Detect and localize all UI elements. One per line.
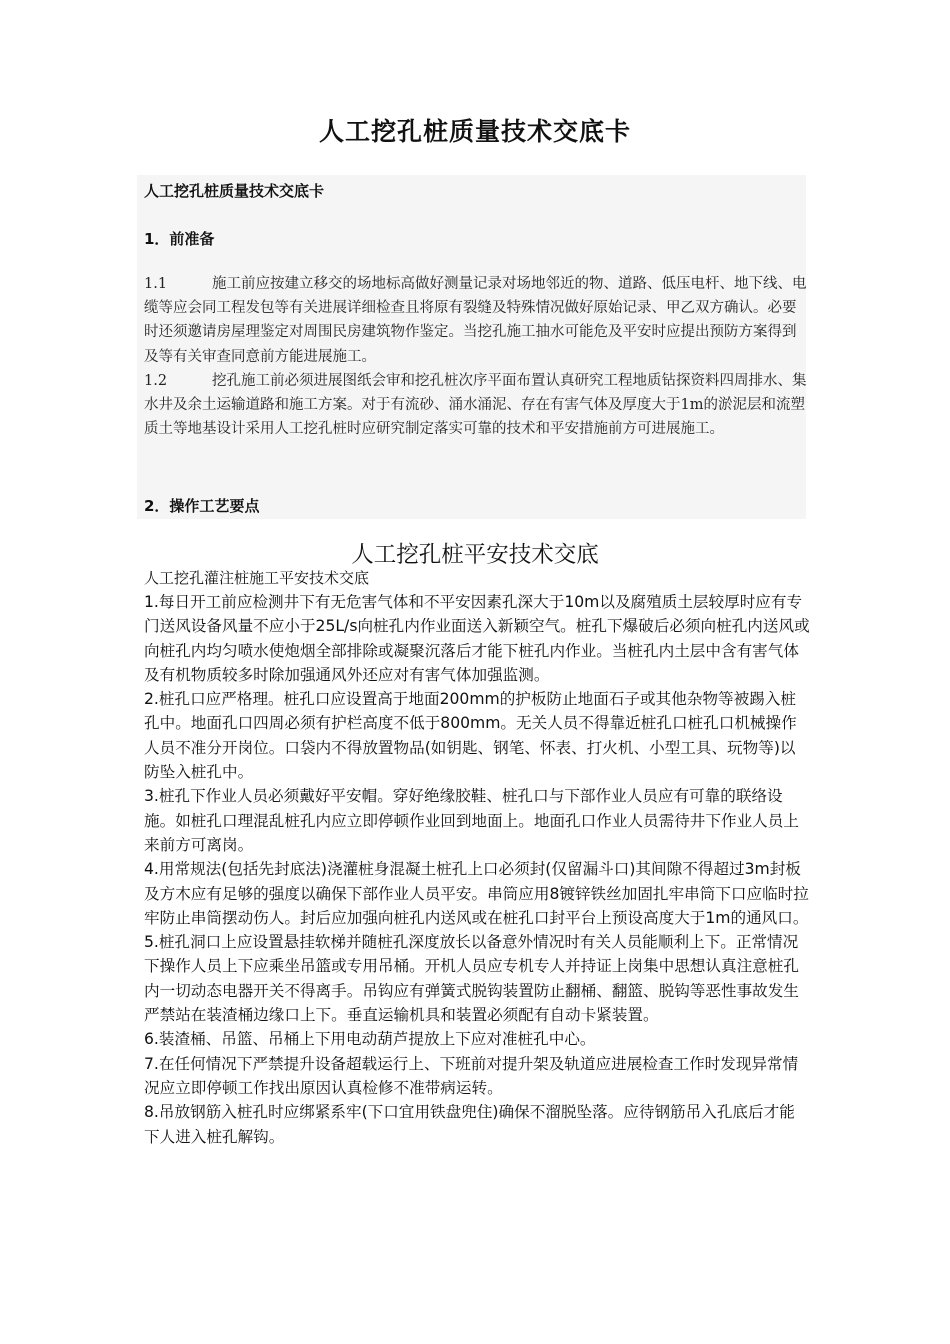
safety-item: 8.吊放钢筋入桩孔时应绑紧系牢(下口宜用铁盘兜住)确保不溜脱坠落。应待钢筋吊入孔底后才能下人进入桩孔解钩。: [144, 1103, 795, 1146]
quality-card-heading: 人工挖孔桩质量技术交底卡: [144, 182, 325, 200]
safety-item: 3.桩孔下作业人员必须戴好平安帽。穿好绝缘胶鞋、桩孔口与下部作业人员应有可靠的联络设施。如桩孔口理混乱桩孔内应立即停顿作业回到地面上。地面孔口作业人员需待井下作业人员上来前方可离岗。: [144, 787, 799, 854]
safety-title: 人工挖孔桩平安技术交底: [351, 542, 599, 568]
safety-item: 6.装渣桶、吊篮、吊桶上下用电动葫芦提放上下应对准桩孔中心。: [144, 1030, 596, 1049]
paragraph-text: 挖孔施工前必须进展图纸会审和挖孔桩次序平面布置认真研究工程地质钻探资料四周排水、集水井及余土运输道路和施工方案。对于有流砂、涌水涌泥、存在有害气体及厚度大于1m的淤泥层和流塑质土等地基设计采用人工挖孔桩时应研究制定落实可靠的技术和平安措施前方可进展施工。: [144, 373, 807, 438]
safety-item: 2.桩孔口应严格理。桩孔口应设置高于地面200mm的护板防止地面石子或其他杂物等被踢入桩孔中。地面孔口四周必须有护栏高度不低于800mm。无关人员不得靠近桩孔口桩孔口机械操作人员不准分开岗位。口袋内不得放置物品(如钥匙、钢笔、怀表、打火机、小型工具、玩物等)以防坠入桩孔中。: [144, 690, 797, 782]
paragraph-1-1: [144, 272, 808, 369]
paragraph-number: 1.2: [144, 373, 168, 389]
paragraph-text: 施工前应按建立移交的场地标高做好测量记录对场地邻近的物、道路、低压电杆、地下线、电缆等应会同工程发包等有关进展详细检查且将原有裂缝及特殊情况做好原始记录、甲乙双方确认。必要时还须邀请房屋理鉴定对周围民房建筑物作鉴定。当挖孔施工抽水可能危及平安时应提出预防方案得到及等有关审查同意前方能进展施工。: [144, 276, 807, 365]
section-heading-preparation: 1．前准备: [144, 230, 215, 248]
safety-items: [144, 590, 810, 1149]
safety-item: 5.桩孔洞口上应设置悬挂软梯并随桩孔深度放长以备意外情况时有关人员能顺利上下。正常情况下操作人员上下应乘坐吊篮或专用吊桶。开机人员应专机专人并持证上岗集中思想认真注意桩孔内一切动态电器开关不得离手。吊钩应有弹簧式脱钩装置防止翻桶、翻篮、脱钩等恶性事故发生严禁站在装渣桶边缘口上下。垂直运输机具和装置必须配有自动卡紧装置。: [144, 933, 799, 1025]
section-heading-process: 2．操作工艺要点: [144, 497, 260, 515]
safety-item: 4.用常规法(包括先封底法)浇灌桩身混凝土桩孔上口必须封(仅留漏斗口)其间隙不得超过3m封板及方木应有足够的强度以确保下部作业人员平安。串筒应用8镀锌铁丝加固扎牢串筒下口应临时拉牢防止串筒摆动伤人。封后应加强向桩孔内送风或在桩孔口封平台上预设高度大于1m的通风口。: [144, 860, 809, 927]
page-title: 人工挖孔桩质量技术交底卡: [318, 117, 631, 146]
safety-item: 7.在任何情况下严禁提升设备超载运行上、下班前对提升架及轨道应进展检查工作时发现异常情况应立即停顿工作找出原因认真检修不准带病运转。: [144, 1054, 799, 1097]
paragraph-number: 1.1: [144, 276, 168, 292]
safety-subtitle: 人工挖孔灌注桩施工平安技术交底: [144, 569, 370, 587]
safety-item: 1.每日开工前应检测井下有无危害气体和不平安因素孔深大于10m以及腐殖质土层较厚时应有专门送风设备风量不应小于25L/s向桩孔内作业面送入新颖空气。桩孔下爆破后必须向桩孔内送风或向桩孔内均匀喷水使炮烟全部排除或凝聚沉落后才能下桩孔内作业。当桩孔内土层中含有害气体及有机物质较多时除加强通风外还应对有害气体加强监测。: [144, 593, 810, 684]
paragraph-1-2: [144, 369, 808, 442]
